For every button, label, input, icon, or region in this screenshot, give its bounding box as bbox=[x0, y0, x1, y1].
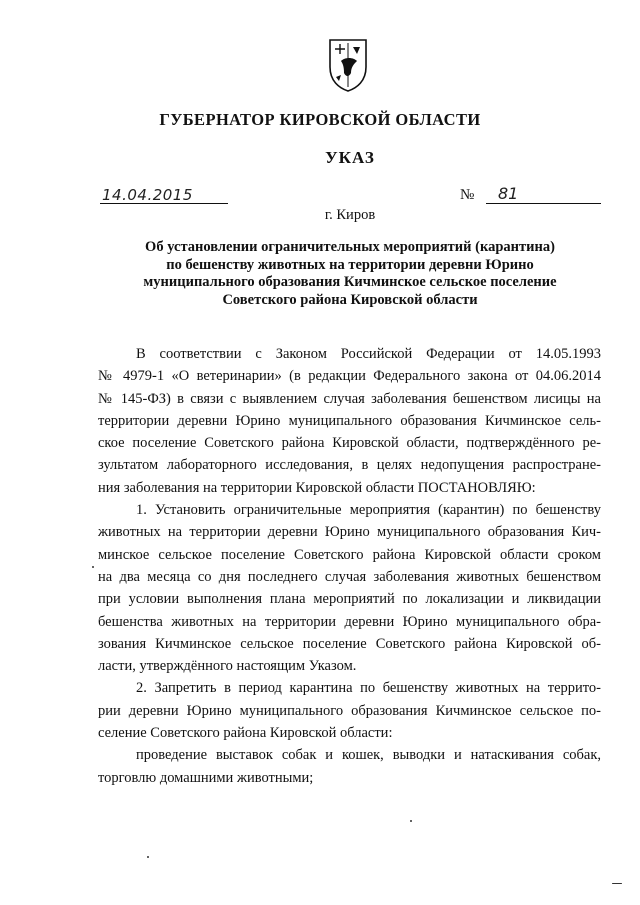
document-date: 14.04.2015 bbox=[102, 186, 193, 204]
subject-line: муниципального образования Кичминское сельское поселение bbox=[143, 274, 557, 290]
number-label: № bbox=[460, 187, 475, 203]
text-line: на два месяца со дня последнего случая заболевания животных бешенством bbox=[98, 568, 601, 585]
subject-line: Советского района Кировской области bbox=[222, 291, 478, 308]
text-line: при условии выполнения плана мероприятий по локализации и ликвидации bbox=[98, 591, 601, 608]
preamble-paragraph bbox=[98, 343, 601, 499]
text-line: 1. Установить ограничительные мероприятия (карантин) по бешенству bbox=[136, 502, 601, 519]
text-line: проведение выставок собак и кошек, выводки и натаскивания собак, bbox=[136, 747, 601, 764]
document-type: УКАЗ bbox=[325, 148, 375, 167]
issue-city: г. Киров bbox=[324, 207, 376, 223]
scan-speck bbox=[612, 883, 622, 884]
text-line: № 145-ФЗ) в связи с выявлением случая заболевания бешенством лисицы на bbox=[98, 390, 601, 407]
item-1-paragraph bbox=[98, 499, 601, 677]
item-2-subparagraph bbox=[98, 744, 601, 789]
text-line: животных на территории деревни Юрино муниципального образования Кич- bbox=[98, 524, 601, 541]
scan-speck bbox=[147, 856, 149, 858]
number-underline bbox=[486, 203, 601, 204]
scan-speck bbox=[92, 566, 94, 568]
text-line: 2. Запретить в период карантина по бешенству животных на террито- bbox=[136, 680, 601, 697]
text-line: № 4979-1 «О ветеринарии» (в редакции Федерального закона от 04.06.2014 bbox=[98, 368, 601, 385]
document-subject bbox=[60, 239, 640, 309]
document-number: 81 bbox=[498, 184, 519, 203]
text-line: территории деревни Юрино муниципального образования Кичминское сель- bbox=[98, 412, 601, 429]
subject-line: Об установлении ограничительных мероприятий (карантина) bbox=[145, 239, 555, 255]
date-underline bbox=[100, 203, 228, 204]
scan-speck bbox=[410, 820, 412, 822]
text-line: В соответствии с Законом Российской Федерации от 14.05.1993 bbox=[136, 346, 601, 362]
text-line: рии деревни Юрино муниципального образования Кичминское сельское по- bbox=[98, 702, 601, 719]
text-line: ния заболевания на территории Кировской области ПОСТАНОВЛЯЮ: bbox=[98, 479, 536, 496]
issuing-authority: ГУБЕРНАТОР КИРОВСКОЙ ОБЛАСТИ bbox=[159, 110, 481, 129]
text-line: зования Кичминское сельское поселение Советского района Кировской об- bbox=[98, 635, 601, 652]
text-line: селение Советского района Кировской области: bbox=[98, 725, 393, 742]
document-body bbox=[98, 343, 601, 789]
text-line: минское сельское поселение Советского района Кировской области сроком bbox=[98, 546, 601, 563]
item-2-paragraph bbox=[98, 677, 601, 744]
kirov-oblast-coat-of-arms-icon bbox=[327, 37, 369, 93]
text-line: ское поселение Советского района Кировской области, подтверждённого ре- bbox=[98, 435, 601, 452]
text-line: зультатом лабораторного исследования, в целях недопущения распростране- bbox=[98, 457, 601, 474]
text-line: ласти, утверждённого настоящим Указом. bbox=[98, 658, 357, 675]
subject-line: по бешенству животных на территории деревни Юрино bbox=[166, 256, 534, 273]
text-line: бешенства животных на территории деревни Юрино муниципального обра- bbox=[98, 613, 601, 630]
text-line: торговлю домашними животными; bbox=[98, 769, 314, 786]
